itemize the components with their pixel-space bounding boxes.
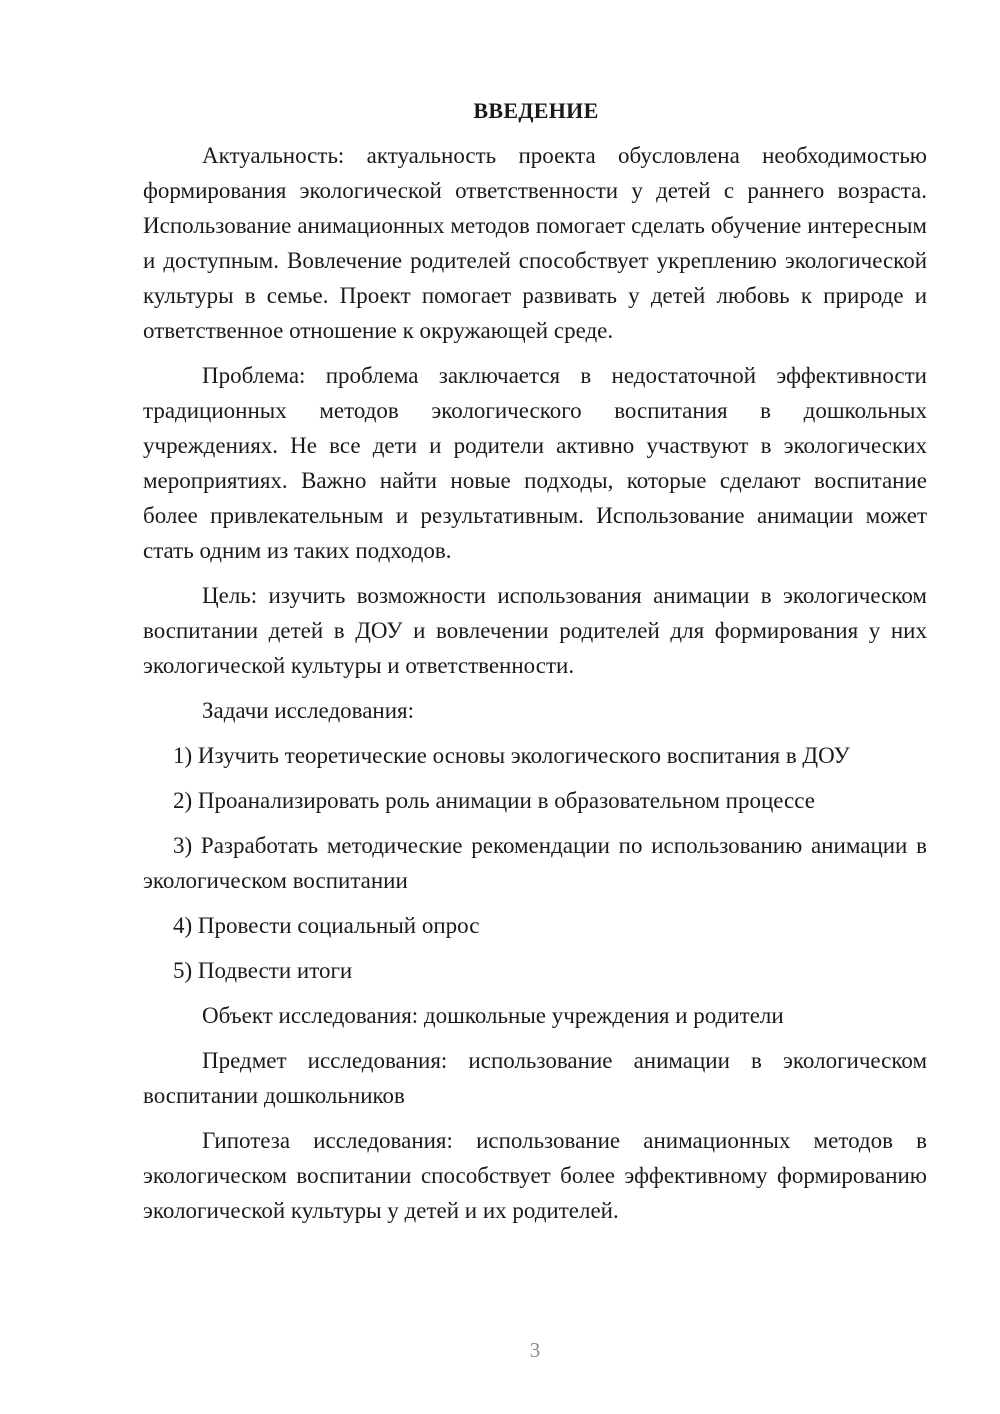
relevance-paragraph: Актуальность: актуальность проекта обусловлена необходимостью формирования экологической ответственности у детей с раннего возраста. Использование анимационных методов помогает сделать обучение интересным и доступным. Вовлечение родителей способствует укреплению экологической культуры в семье. Проект помогает развивать у детей любовь к природе и ответственное отношение к окружающей среде. [143, 143, 927, 343]
task-item-4: 4) Провести социальный опрос [173, 913, 480, 938]
problem-paragraph: Проблема: проблема заключается в недостаточной эффективности традиционных методов экологического воспитания в дошкольных учреждениях. Не все дети и родители активно участвуют в экологических мероприятиях. Важно найти новые подходы, которые сделают воспитание более привлекательным и результативным. Использование анимации может стать одним из таких подходов. [143, 363, 927, 563]
page-number: 3 [529, 1338, 541, 1362]
section-title: ВВЕДЕНИЕ [473, 98, 599, 123]
tasks-heading: Задачи исследования: [202, 698, 415, 723]
page-content [143, 93, 927, 1238]
task-item-5: 5) Подвести итоги [173, 958, 353, 983]
research-subject: Предмет исследования: использование анимации в экологическом воспитании дошкольников [143, 1048, 927, 1108]
task-item-2: 2) Проанализировать роль анимации в образовательном процессе [173, 788, 815, 813]
task-item-3: 3) Разработать методические рекомендации по использованию анимации в экологическом воспитании [143, 833, 927, 893]
research-hypothesis: Гипотеза исследования: использование анимационных методов в экологическом воспитании способствует более эффективному формированию экологической культуры у детей и их родителей. [143, 1128, 927, 1223]
goal-paragraph: Цель: изучить возможности использования анимации в экологическом воспитании детей в ДОУ и вовлечении родителей для формирования у них экологической культуры и ответственности. [143, 583, 927, 678]
research-object: Объект исследования: дошкольные учреждения и родители [202, 1003, 784, 1028]
task-item-1: 1) Изучить теоретические основы экологического воспитания в ДОУ [173, 743, 850, 768]
